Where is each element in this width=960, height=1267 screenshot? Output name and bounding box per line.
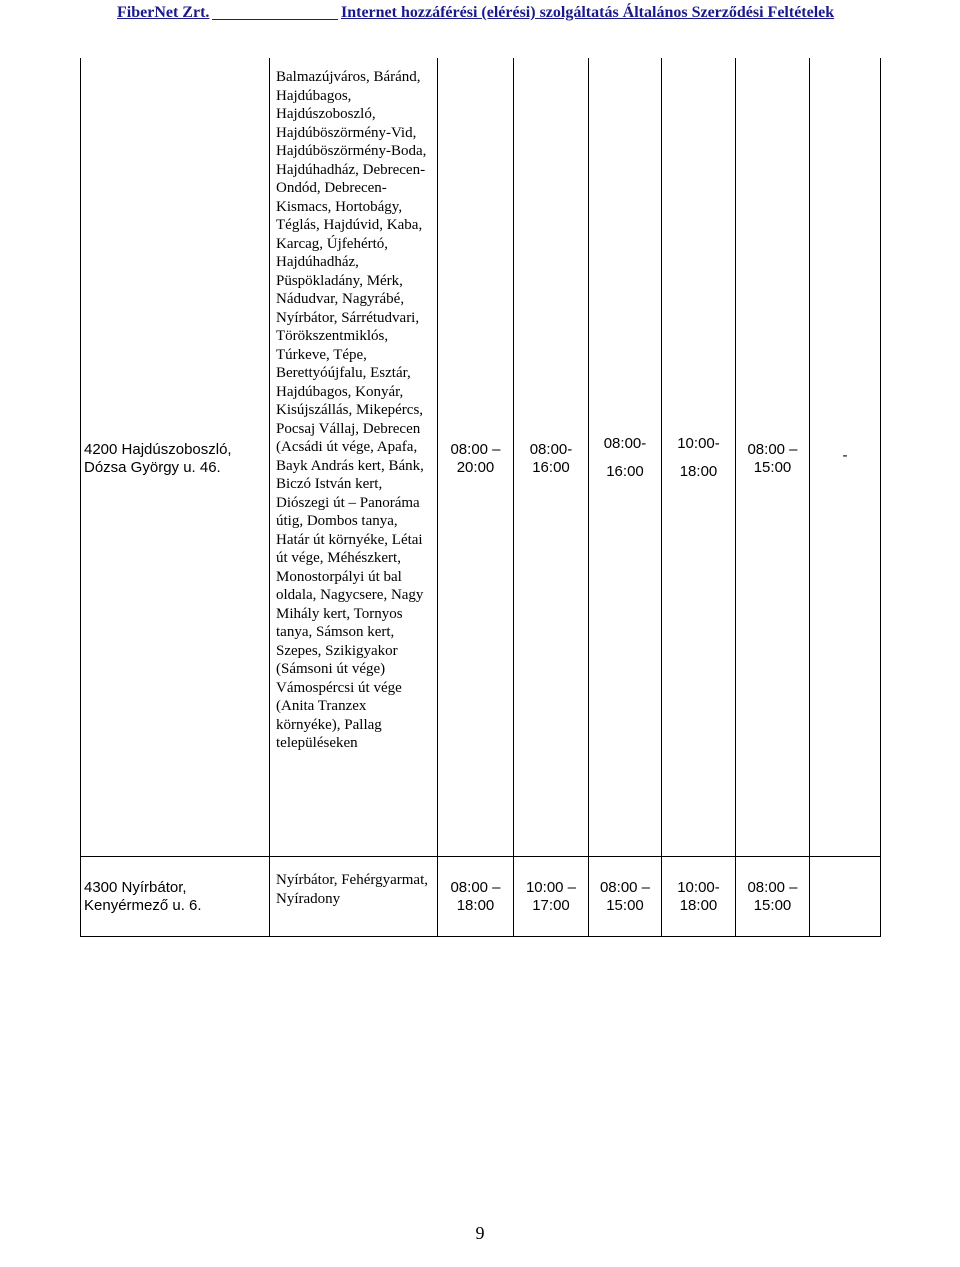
column-divider (809, 58, 810, 937)
table-border-right (880, 58, 881, 937)
company-name: FiberNet Zrt. (117, 4, 210, 21)
page-header (0, 0, 960, 26)
table-row-office: 4200 Hajdúszoboszló, Dózsa György u. 46. (84, 441, 232, 476)
table-border-bottom (80, 936, 881, 937)
hours-cell: 08:00 – 15:00 (599, 879, 651, 914)
hours-cell: 08:00- 16:00 (603, 435, 647, 480)
column-divider (513, 58, 514, 937)
hours-cell: 10:00 – 17:00 (525, 879, 577, 914)
hours-cell: 08:00 – 18:00 (450, 879, 501, 914)
row-divider (80, 856, 881, 857)
hours-cell: 10:00- 18:00 (677, 435, 720, 480)
column-divider (437, 58, 438, 937)
header-underline-gap (212, 19, 338, 20)
hours-cell: 08:00 – 15:00 (747, 879, 798, 914)
column-divider (588, 58, 589, 937)
page-number: 9 (475, 1223, 485, 1243)
hours-cell: - (842, 447, 848, 464)
column-divider (735, 58, 736, 937)
hours-cell: 08:00 – 15:00 (747, 441, 798, 476)
column-divider (661, 58, 662, 937)
table-row-towns: Nyírbátor, Fehérgyarmat, Nyíradony (276, 872, 428, 907)
hours-cell: 08:00- 16:00 (529, 441, 573, 476)
hours-cell: 10:00- 18:00 (677, 879, 720, 914)
hours-cell: 08:00 – 20:00 (450, 441, 501, 476)
table-row-towns: Balmazújváros, Báránd, Hajdúbagos, Hajdúszoboszló, Hajdúböszörmény-Vid, Hajdúböszörmény-Boda, Hajdúhadház, Debrecen-Ondód, Debrecen-Kismacs, Hortobágy, Téglás, Hajdúvid, Kaba, Karcag, Újfehértó, Hajdúhadház, Püspökladány, Mérk, Nádudvar, Nagyrábé, Nyírbátor, Sárrétudvari, Törökszentmiklós, Túrkeve, Tépe, Berettyóújfalu, Esztár, Hajdúbagos, Konyár, Kisújszállás, Mikepércs, Pocsaj Vállaj, Debrecen (Acsádi út vége, Apafa, Bayk András kert, Bánk, Biczó István kert, Diószegi út – Panoráma útig, Dombos tanya, Határ út környéke, Létai út vége, Méhészkert, Monostorpályi út bal oldala, Nagycsere, Nagy Mihály kert, Tornyos tanya, Sámson kert, Szepes, Szikigyakor (Sámsoni út vége) Vámospércsi út vége (Anita Tranzex környéke), Pallag településeken (276, 69, 427, 751)
document-title: Internet hozzáférési (elérési) szolgáltatás Általános Szerződési Feltételek (341, 4, 835, 21)
column-divider (269, 58, 270, 937)
table-border-left (80, 58, 81, 937)
table-row-office: 4300 Nyírbátor, Kenyérmező u. 6. (84, 879, 202, 914)
